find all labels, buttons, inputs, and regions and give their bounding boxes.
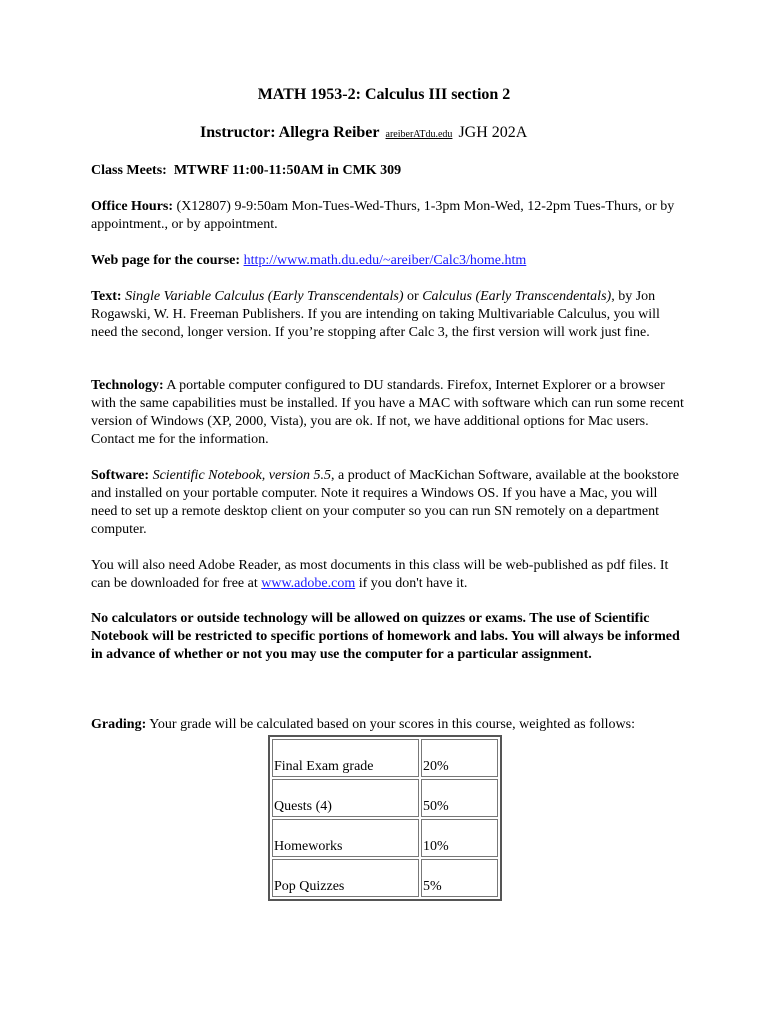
software-text: , a product of MacKichan Software, available at the bookstore and installed on your portable computer. Note it requires a Windows OS. If you have a Mac, you will need to set up a remote desktop client on your computer so you can run SN remotely on a department computer. [91, 468, 679, 537]
text-details: , by Jon Rogawski, W. H. Freeman Publishers. If you are intending on taking Multivariable Calculus, you will need the second, longer version. If you’re stopping after Calc 3, the first version will work just fine. [91, 289, 660, 340]
technology-section [91, 377, 687, 449]
grading-label: Grading: [91, 717, 147, 732]
text-section [91, 288, 687, 342]
office-hours-text: (X12807) 9-9:50am Mon-Tues-Wed-Thurs, 1-3pm Mon-Wed, 12-2pm Tues-Thurs, or by appointment., or by appointment. [91, 199, 675, 232]
adobe-text-before: You will also need Adobe Reader, as most documents in this class will be web-published as pdf files. It can be downloaded for free at [91, 558, 669, 591]
table-row [272, 779, 498, 817]
text-or: or [403, 289, 423, 304]
grading-text: Your grade will be calculated based on your scores in this course, weighted as follows: [146, 717, 635, 732]
technology-label: Technology: [91, 378, 164, 393]
grading-table [268, 735, 502, 901]
office-hours [91, 198, 687, 234]
grade-weight: 10% [421, 819, 498, 857]
table-row [272, 819, 498, 857]
grade-weight: 50% [421, 779, 498, 817]
class-meets [91, 162, 687, 180]
grade-item: Pop Quizzes [272, 859, 419, 897]
grade-item: Final Exam grade [272, 739, 419, 777]
book-title-single: Single Variable Calculus (Early Transcendentals) [125, 289, 404, 304]
table-row [272, 859, 498, 897]
software-product: Scientific Notebook, version 5.5 [152, 468, 332, 483]
grade-item: Homeworks [272, 819, 419, 857]
class-meets-label: Class Meets: [91, 163, 167, 178]
software-label: Software: [91, 468, 150, 483]
instructor-office: JGH 202A [458, 124, 528, 141]
instructor-name: Instructor: Allegra Reiber [200, 124, 380, 141]
adobe-section [91, 557, 687, 593]
table-row [272, 739, 498, 777]
web-page [91, 252, 687, 270]
instructor-line [200, 124, 527, 142]
grading-section [91, 716, 687, 734]
class-meets-text: MTWRF 11:00-11:50AM in CMK 309 [173, 163, 402, 178]
adobe-link[interactable]: www.adobe.com [261, 576, 356, 591]
grade-weight: 20% [421, 739, 498, 777]
grade-item: Quests (4) [272, 779, 419, 817]
text-label: Text: [91, 289, 122, 304]
adobe-text-after: if you don't have it. [355, 576, 468, 591]
course-title: MATH 1953-2: Calculus III section 2 [257, 86, 511, 103]
instructor-email[interactable]: areiberATdu.edu [385, 129, 453, 140]
policy-text: No calculators or outside technology will be allowed on quizzes or exams. The use of Scientific Notebook will be restricted to specific portions of homework and labs. You will always be informed in advance of whether or not you may use the computer for a particular assignment. [91, 611, 680, 662]
course-web-link[interactable]: http://www.math.du.edu/~areiber/Calc3/home.htm [243, 253, 527, 268]
technology-text: A portable computer configured to DU standards. Firefox, Internet Explorer or a browser with the same capabilities must be installed. If you have a MAC with software which can run some recent version of Windows (XP, 2000, Vista), you are ok. If not, we have additional options for Mac users. Contact me for the information. [91, 378, 684, 447]
book-title-full: Calculus (Early Transcendentals) [422, 289, 612, 304]
grade-weight: 5% [421, 859, 498, 897]
software-section [91, 467, 687, 539]
policy-section [91, 610, 687, 664]
office-hours-label: Office Hours: [91, 199, 174, 214]
web-page-label: Web page for the course: [91, 253, 241, 268]
